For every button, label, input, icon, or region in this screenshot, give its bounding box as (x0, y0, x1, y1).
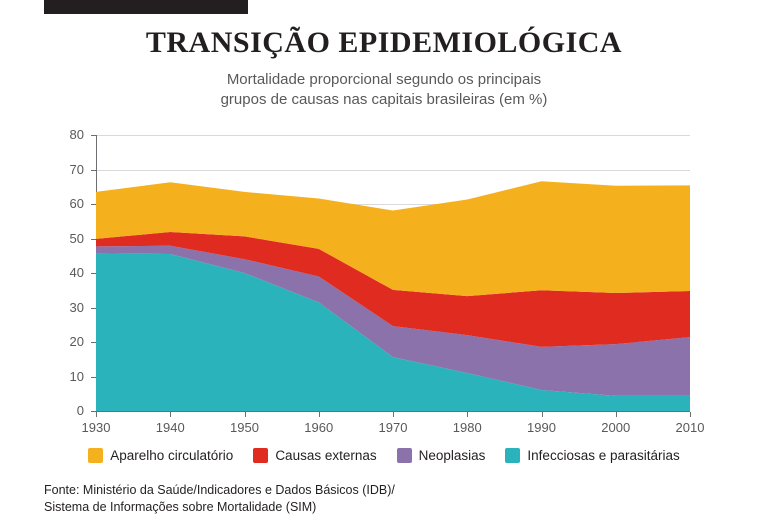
y-tick-label: 20 (69, 334, 84, 349)
page-title: TRANSIÇÃO EPIDEMIOLÓGICA (145, 26, 623, 59)
y-tick-label: 10 (69, 368, 84, 384)
x-tick-label: 1970 (378, 420, 408, 435)
legend-swatch-icon (505, 448, 520, 463)
x-tick-mark (616, 412, 617, 417)
top-black-bar (44, 0, 248, 14)
x-tick-mark (542, 412, 543, 417)
x-tick-label: 2010 (675, 420, 705, 435)
y-tick-label: 80 (69, 127, 84, 142)
x-tick-label: 1950 (230, 420, 259, 435)
source-note (44, 482, 684, 516)
y-tick-label: 50 (69, 230, 84, 246)
plot-area (96, 135, 690, 411)
y-tick-label: 30 (69, 299, 84, 315)
subtitle-line-1: Mortalidade proporcional segundo os principais (226, 71, 542, 88)
y-tick-label: 70 (69, 161, 84, 177)
x-tick-label: 1960 (304, 420, 334, 435)
subtitle-line-2: grupos de causas nas capitais brasileiras (em %) (220, 91, 548, 108)
source-line-1: Fonte: Ministério da Saúde/Indicadores e Dados Básicos (IDB)/ (44, 483, 395, 497)
legend-label: Neoplasias (418, 448, 486, 463)
legend-label: Aparelho circulatório (110, 448, 234, 463)
x-tick-label: 1980 (452, 420, 482, 435)
legend-swatch-icon (397, 448, 412, 463)
legend-item[interactable] (253, 448, 376, 463)
page-subtitle (0, 70, 768, 110)
legend-item[interactable] (88, 448, 233, 463)
legend-item[interactable] (397, 448, 486, 463)
legend-swatch-icon (88, 448, 103, 463)
x-tick-mark (393, 412, 394, 417)
x-tick-label: 1940 (155, 420, 185, 435)
legend-label: Infecciosas e parasitárias (527, 448, 680, 463)
x-tick-mark (245, 412, 246, 417)
x-tick-label: 2000 (601, 420, 631, 435)
x-tick-mark (170, 412, 171, 417)
x-tick-mark (690, 412, 691, 417)
y-tick-label: 40 (69, 265, 84, 280)
chart (0, 127, 768, 435)
source-line-2: Sistema de Informações sobre Mortalidade (SIM) (44, 500, 317, 514)
chart-legend (0, 448, 768, 463)
legend-label: Causas externas (275, 448, 377, 463)
x-tick-label: 1990 (527, 420, 556, 435)
x-tick-mark (319, 412, 320, 417)
x-tick-mark (467, 412, 468, 417)
legend-item[interactable] (505, 448, 679, 463)
stacked-area-svg (96, 135, 690, 411)
x-tick-mark (96, 412, 97, 417)
y-tick-label: 60 (69, 196, 84, 211)
y-tick-label: 0 (76, 403, 84, 418)
legend-swatch-icon (253, 448, 268, 463)
x-tick-label: 1930 (81, 420, 111, 435)
